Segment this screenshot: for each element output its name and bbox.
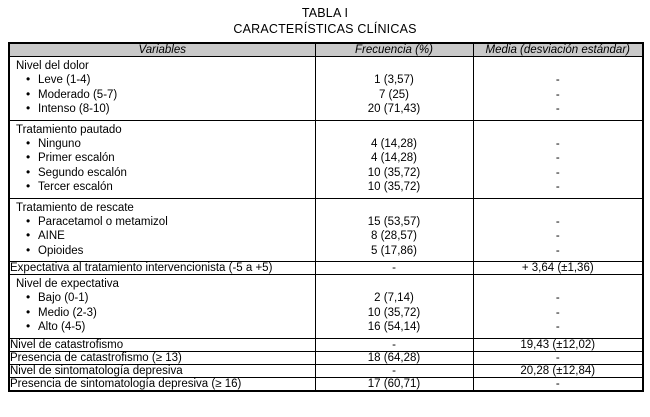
list-item: • Opioides [26,244,315,259]
value-frequency: 10 (35,72) [367,181,421,194]
list-item: • Intenso (8-10) [26,102,315,117]
value-frequency: 18 (64,28) [315,351,473,364]
table-row [9,377,643,391]
value-frequency: - [315,364,473,377]
value-mean: - [555,88,560,101]
table-row [9,351,643,364]
value-mean: - [555,152,560,165]
group-cell-frequency [315,198,473,262]
spacer [316,199,473,215]
table-header [9,43,643,57]
group-cell-frequency [315,120,473,198]
value-mean: 19,43 (±12,02) [473,338,643,351]
list-item: • Alto (4-5) [26,320,315,335]
spacer [316,275,473,291]
table-row [9,57,643,121]
group-title: Tratamiento pautado [16,123,122,136]
table-row [9,198,643,262]
group-title: Nivel del dolor [16,60,89,73]
group-item-list [10,137,315,198]
value-frequency: 10 (35,72) [367,306,421,319]
group-title: Tratamiento de rescate [16,201,134,214]
list-item: • Primer escalón [26,151,315,166]
table-row [9,364,643,377]
row-label: Presencia de sintomatología depresiva (≥ 16) [9,377,315,391]
value-frequency: 8 (28,57) [370,230,418,243]
group-title: Nivel de expectativa [16,278,119,291]
value-frequency: 4 (14,28) [370,137,418,150]
value-mean: - [555,292,560,305]
value-frequency: 10 (35,72) [367,166,421,179]
clinical-characteristics-table [8,42,644,392]
row-label: Presencia de catastrofismo (≥ 13) [9,351,315,364]
list-item: • Moderado (5-7) [26,88,315,103]
group-cell-mean [473,57,643,121]
list-item: • Tercer escalón [26,180,315,195]
group-cell-variables [9,275,315,339]
value-mean: - [555,244,560,257]
value-mean: - [555,74,560,87]
spacer [316,121,473,137]
group-item-list [10,215,315,262]
table-row [9,275,643,339]
group-cell-mean [473,275,643,339]
table-header-row [9,43,643,57]
column-header-mean: Media (desviación estándar) [473,43,643,57]
list-item: • Medio (2-3) [26,306,315,321]
value-mean: - [555,103,560,116]
table-body [9,57,643,391]
value-mean: + 3,64 (±1,36) [473,262,643,275]
value-mean: - [555,230,560,243]
group-cell-variables [9,120,315,198]
value-frequency: 17 (60,71) [315,377,473,391]
group-cell-variables [9,198,315,262]
value-frequency: - [315,338,473,351]
group-item-list [10,291,315,338]
value-frequency: 1 (3,57) [374,74,414,87]
value-mean: - [473,351,643,364]
value-mean: - [555,137,560,150]
row-label: Nivel de catastrofismo [9,338,315,351]
value-mean: 20,28 (±12,84) [473,364,643,377]
table-number: TABLA I [301,6,349,20]
group-cell-mean [473,120,643,198]
value-mean: - [555,215,560,228]
value-mean: - [473,377,643,391]
list-item: • Bajo (0-1) [26,291,315,306]
spacer [474,199,643,215]
group-cell-frequency [315,275,473,339]
value-frequency: 5 (17,86) [370,244,418,257]
group-item-list [10,73,315,120]
value-frequency: 16 (54,14) [367,321,421,334]
list-item: • Paracetamol o metamizol [26,215,315,230]
table-row [9,338,643,351]
group-cell-variables [9,57,315,121]
table-row [9,262,643,275]
value-frequency: - [315,262,473,275]
list-item: • Segundo escalón [26,166,315,181]
value-mean: - [555,306,560,319]
column-header-frequency: Frecuencia (%) [315,43,473,57]
group-cell-frequency [315,57,473,121]
value-mean: - [555,166,560,179]
spacer [316,57,473,73]
value-mean: - [555,181,560,194]
table-row [9,120,643,198]
value-frequency: 15 (53,57) [367,215,421,228]
group-cell-mean [473,198,643,262]
value-frequency: 4 (14,28) [370,152,418,165]
spacer [474,121,643,137]
table-title: CARACTERÍSTICAS CLÍNICAS [233,21,417,36]
row-label: Nivel de sintomatología depresiva [9,364,315,377]
value-frequency: 20 (71,43) [367,103,421,116]
spacer [474,275,643,291]
column-header-variables: Variables [9,43,315,57]
table-caption [8,6,642,37]
list-item: • Leve (1-4) [26,73,315,88]
list-item: • AINE [26,229,315,244]
value-frequency: 7 (25) [378,88,410,101]
row-label: Expectativa al tratamiento intervencionista (-5 a +5) [9,262,315,275]
list-item: • Ninguno [26,137,315,152]
value-frequency: 2 (7,14) [374,292,414,305]
spacer [474,57,643,73]
value-mean: - [555,321,560,334]
